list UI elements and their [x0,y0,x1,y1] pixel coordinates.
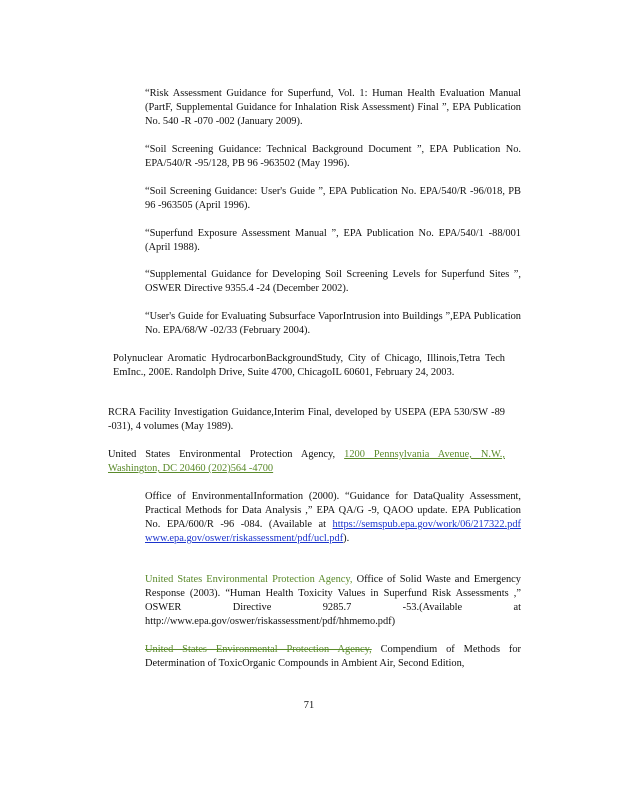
reference-rags-inhalation: “Risk Assessment Guidance for Superfund, Vol. 1: Human Health Evaluation Manual (PartF, Supplemental Guidance for Inhalation Risk Assessment) Final ”, EPA Publication No. 540 -R -070 -002 (January 2009). [145,88,521,127]
reference-usepa-address [108,448,505,476]
oswer-agency: United States Environmental Protection Agency, [145,574,353,585]
reference-superfund-exposure-manual: “Superfund Exposure Assessment Manual ”, EPA Publication No. EPA/540/1 -88/001 (April 1988). [145,228,521,253]
compendium-struck-agency: United States Environmental Protection Agency, [145,644,372,655]
dqa-tail: ). [343,533,350,544]
reference-vapor-intrusion: “User's Guide for Evaluating Subsurface VaporIntrusion into Buildings ”,EPA Publication No. EPA/68/W -02/33 (February 2004). [145,311,521,336]
reference-data-quality-assessment [145,490,521,546]
reference-human-health-toxicity [145,573,521,629]
usepa-address-text: 1200 Pennsylvania Avenue, N.W., Washington, DC 20460 (202)564 -4700 [108,449,505,474]
reference-soil-screening-technical: “Soil Screening Guidance: Technical Background Document ”, EPA Publication No. EPA/540/R -95/128, PB 96 -963502 (May 1996). [145,144,521,169]
semspub-link[interactable]: https://semspub.epa.gov/work/06/217322.pdf [332,519,521,530]
reference-rcra-facility: RCRA Facility Investigation Guidance,Interim Final, developed by USEPA (EPA 530/SW -89 -031), 4 volumes (May 1989). [108,407,505,432]
oswer-text: Office of Solid Waste and Emergency Response (2003). “Human Health Toxicity Values in Superfund Risk Assessments ,” OSWER Directive 9285.7 -53.(Available at http://www.epa.gov/oswer/riskassessment/pdf/hhmemo.pdf) [145,574,521,627]
dqa-text: Office of EnvironmentalInformation (2000). “Guidance for DataQuality Assessment, Practical Methods for Data Analysis ,” EPA QA/G -9, QAOO update. EPA Publication No. EPA/600/R -96 -084. (Available at [145,491,521,530]
usepa-name: United States Environmental Protection Agency, [108,449,345,460]
page-number: 71 [303,700,315,711]
ucl-pdf-link[interactable]: www.epa.gov/oswer/riskassessment/pdf/ucl.pdf [145,533,344,544]
compendium-text: Compendium of Methods for Determination of ToxicOrganic Compounds in Ambient Air, Second Edition, [145,644,521,669]
reference-pah-background-study: Polynuclear Aromatic HydrocarbonBackgroundStudy, City of Chicago, Illinois,Tetra Tech EmInc., 200E. Randolph Drive, Suite 4700, ChicagoIL 60601, February 24, 2003. [113,353,505,378]
reference-supplemental-soil-screening: “Supplemental Guidance for Developing Soil Screening Levels for Superfund Sites ”, OSWER Directive 9355.4 -24 (December 2002). [145,269,521,294]
reference-soil-screening-users-guide: “Soil Screening Guidance: User's Guide ”, EPA Publication No. EPA/540/R -96/018, PB 96 -963505 (April 1996). [145,186,521,211]
reference-compendium-methods [145,643,521,671]
